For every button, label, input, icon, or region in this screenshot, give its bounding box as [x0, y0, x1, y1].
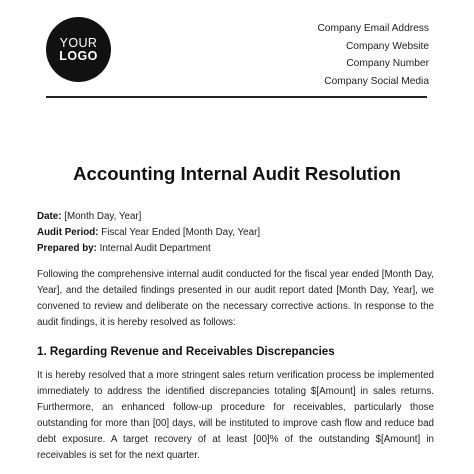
- document-meta: [37, 209, 260, 257]
- meta-date-label: Date:: [37, 211, 62, 222]
- meta-audit-period-label: Audit Period:: [37, 227, 99, 238]
- header-divider: [46, 96, 427, 98]
- company-social-media: Company Social Media: [324, 75, 429, 87]
- meta-prepared-by-value: Internal Audit Department: [96, 243, 211, 254]
- section-1-paragraph: It is hereby resolved that a more stringent sales return verification process be implemented immediately to address the identified discrepancies totaling $[Amount] in sales returns. Furthermore, an enhanced follow-up procedure for receivables, particularly those outstanding for more than [00] days, will be instituted to improve cash flow and reduce bad debt exposure. A target recovery of at least [00]% of the outstanding $[Amount] in receivables is set for the next quarter.: [37, 370, 434, 461]
- company-logo: [46, 17, 111, 82]
- intro-paragraph: Following the comprehensive internal audit conducted for the fiscal year ended [Month Day, Year], and the detailed findings presented in our audit report dated [Month Day, Year], we convened to review and deliberate on the necessary corrective actions. In response to the audit findings, it is hereby resolved as follows:: [37, 269, 434, 328]
- company-website: Company Website: [345, 40, 429, 52]
- meta-date-value: [Month Day, Year]: [61, 211, 142, 222]
- meta-prepared-by: [37, 241, 260, 257]
- document-title: Accounting Internal Audit Resolution: [73, 163, 401, 184]
- company-number: Company Number: [346, 58, 429, 69]
- company-email: Company Email Address: [317, 23, 429, 34]
- meta-audit-period: [37, 225, 260, 241]
- company-info: [317, 20, 429, 90]
- logo-text-top: YOUR: [59, 35, 98, 50]
- meta-audit-period-value: Fiscal Year Ended [Month Day, Year]: [98, 227, 261, 238]
- meta-prepared-by-label: Prepared by:: [37, 243, 97, 254]
- section-1-heading: 1. Regarding Revenue and Receivables Discrepancies: [37, 345, 335, 358]
- meta-date: [37, 209, 260, 225]
- logo-text-bottom: LOGO: [59, 48, 98, 63]
